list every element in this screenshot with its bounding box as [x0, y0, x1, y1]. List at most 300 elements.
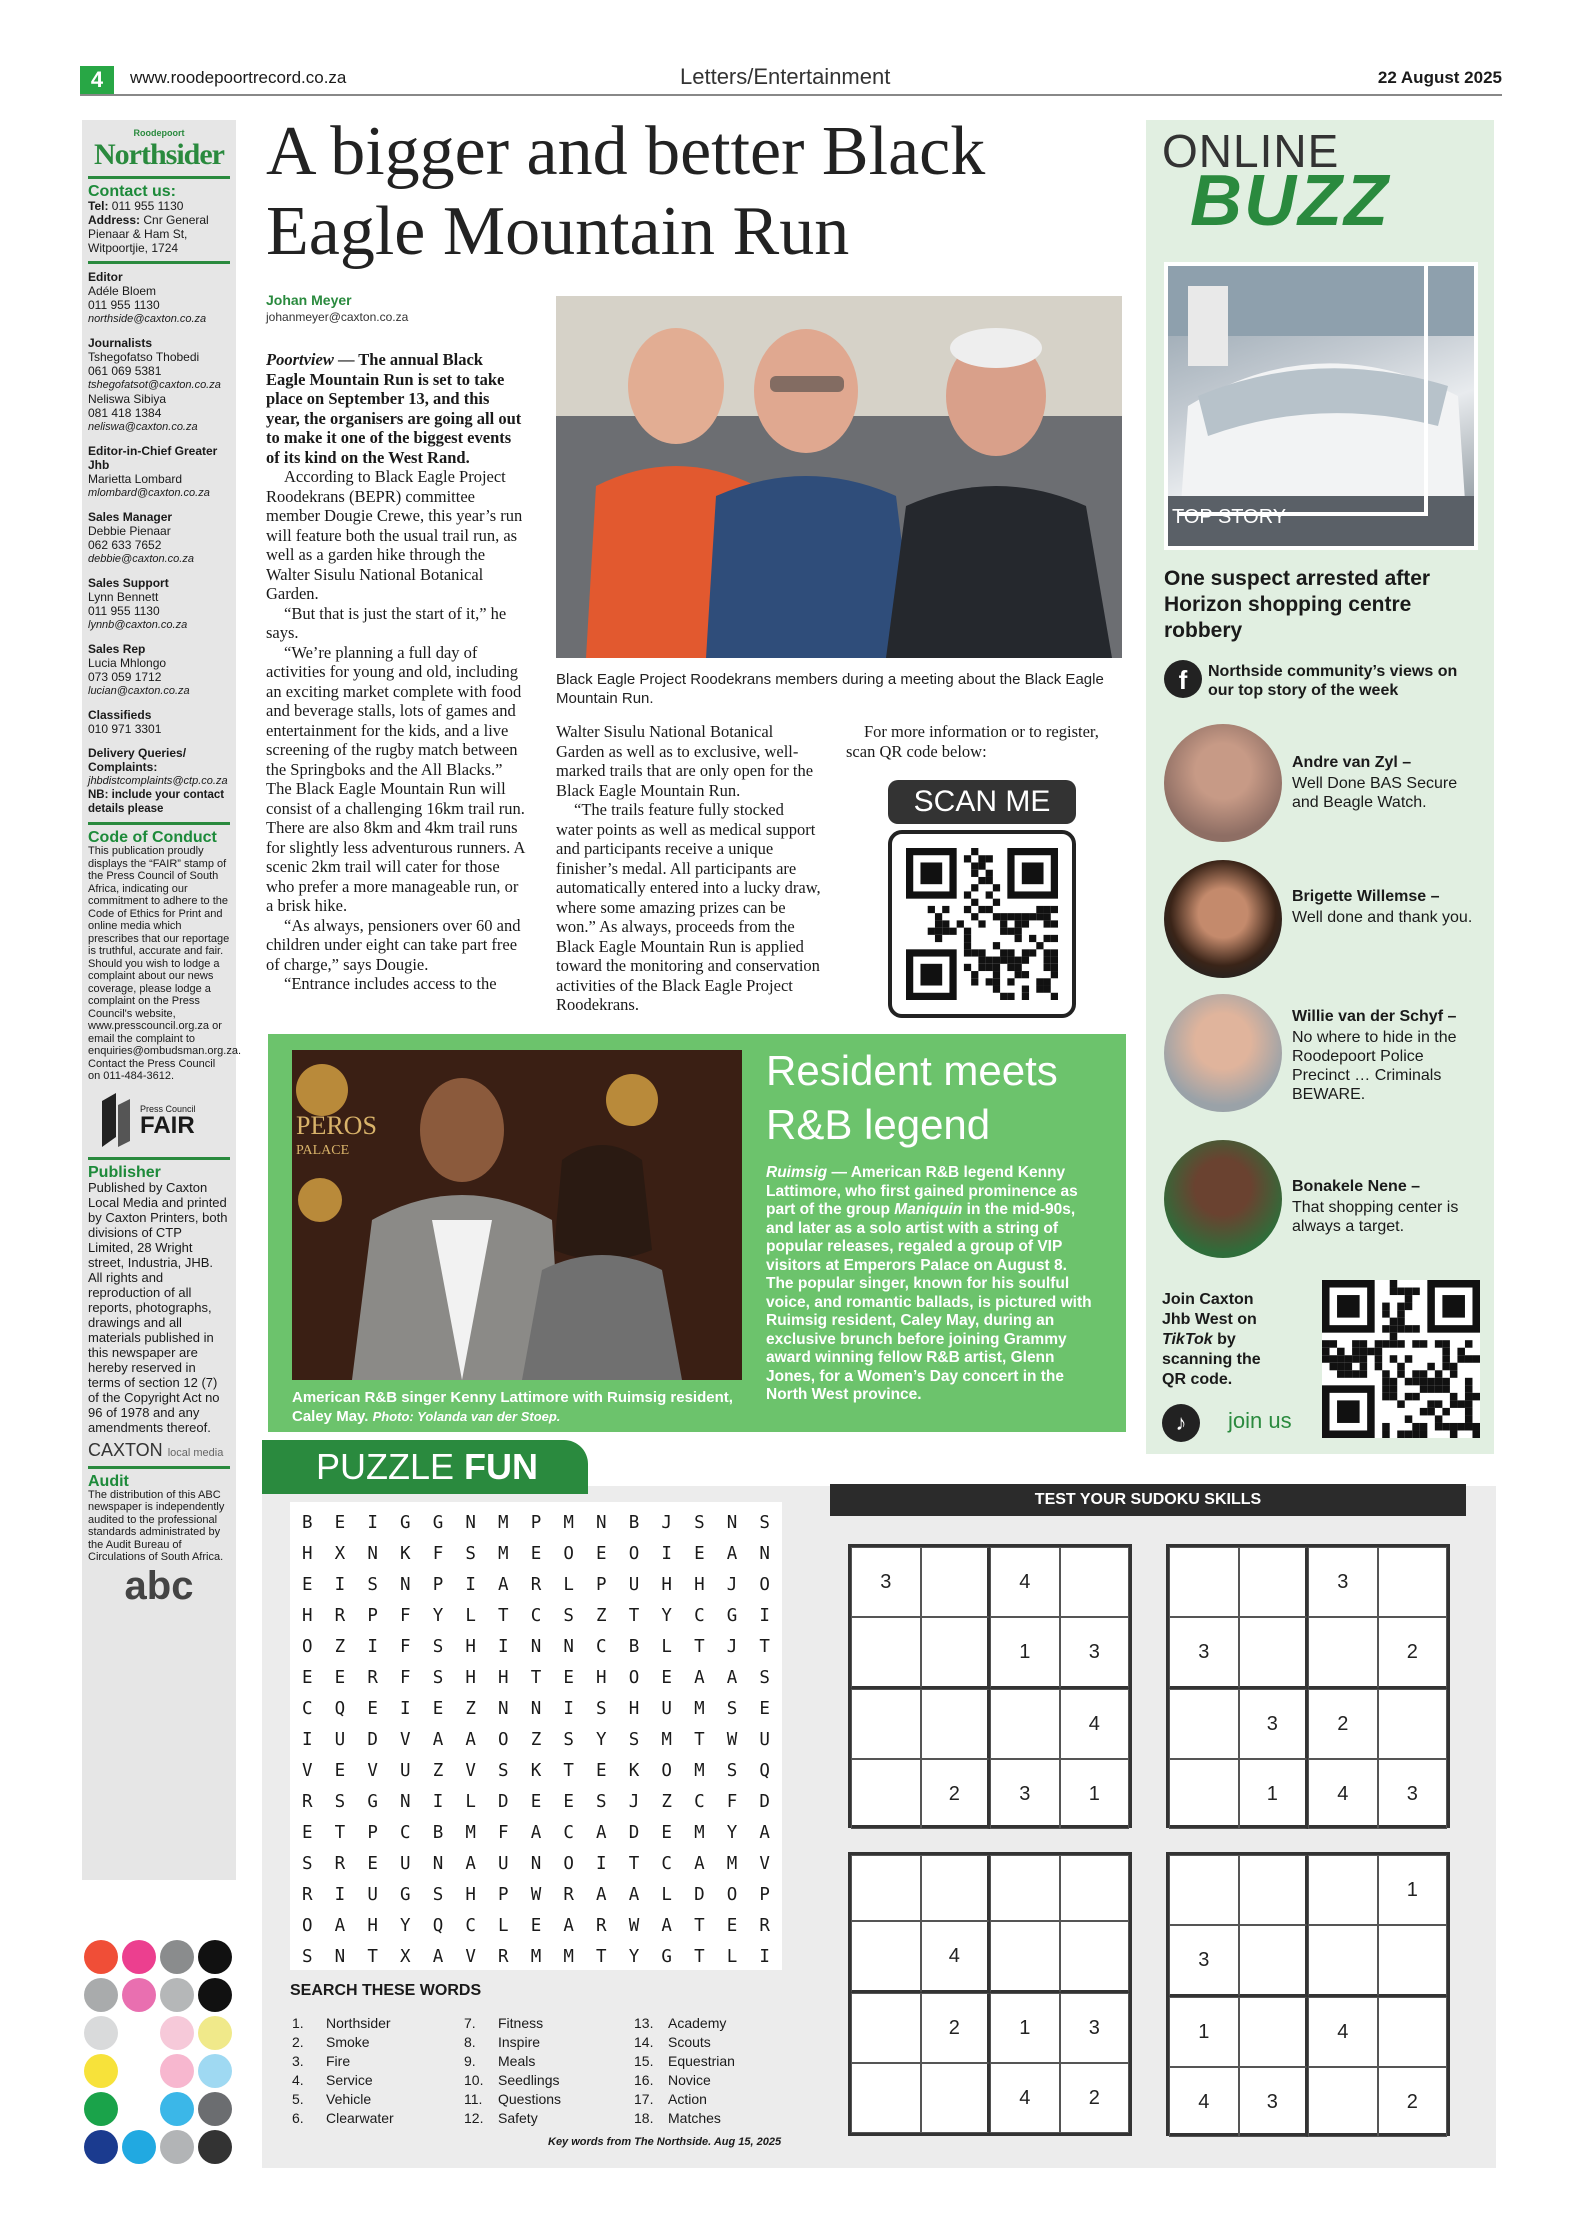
- word-search-letter[interactable]: B: [432, 1823, 444, 1843]
- word-search-letter[interactable]: G: [726, 1606, 738, 1626]
- word-search-letter[interactable]: P: [596, 1575, 607, 1595]
- sudoku-cell[interactable]: [921, 2063, 991, 2133]
- word-search-letter[interactable]: P: [367, 1823, 378, 1843]
- word-search-letter[interactable]: A: [432, 1947, 444, 1967]
- word-search-letter[interactable]: Y: [661, 1606, 672, 1626]
- word-search-letter[interactable]: S: [694, 1513, 705, 1533]
- word-search-letter[interactable]: L: [465, 1792, 476, 1812]
- word-search-letter[interactable]: U: [661, 1699, 672, 1719]
- word-search-letter[interactable]: X: [400, 1947, 411, 1967]
- word-search-letter[interactable]: A: [694, 1668, 705, 1688]
- sudoku-cell[interactable]: [1378, 1547, 1448, 1617]
- sudoku-cell[interactable]: 2: [1308, 1689, 1378, 1759]
- word-search-letter[interactable]: H: [465, 1885, 476, 1905]
- word-search-letter[interactable]: E: [367, 1699, 378, 1719]
- word-search-letter[interactable]: I: [465, 1575, 476, 1595]
- word-search-letter[interactable]: K: [530, 1761, 542, 1781]
- word-search-letter[interactable]: S: [432, 1885, 444, 1905]
- word-search-letter[interactable]: R: [367, 1668, 378, 1688]
- word-search-letter[interactable]: C: [400, 1823, 411, 1843]
- word-search-letter[interactable]: M: [726, 1854, 738, 1874]
- sudoku-cell[interactable]: 4: [921, 1921, 991, 1993]
- word-search-letter[interactable]: E: [563, 1792, 574, 1812]
- word-search-letter[interactable]: I: [563, 1699, 574, 1719]
- word-search-letter[interactable]: N: [759, 1544, 770, 1564]
- word-search-letter[interactable]: L: [498, 1916, 509, 1936]
- word-search-letter[interactable]: F: [432, 1544, 444, 1564]
- word-search-letter[interactable]: B: [302, 1513, 313, 1533]
- word-search-letter[interactable]: A: [726, 1544, 738, 1564]
- staff-email[interactable]: lynnb@caxton.co.za: [88, 619, 188, 631]
- word-search-letter[interactable]: S: [759, 1513, 770, 1533]
- word-search-letter[interactable]: F: [400, 1606, 411, 1626]
- sudoku-cell[interactable]: 1: [990, 1617, 1060, 1689]
- word-search-letter[interactable]: T: [563, 1761, 574, 1781]
- sudoku-cell[interactable]: [1378, 1997, 1448, 2067]
- sudoku-cell[interactable]: [1378, 1689, 1448, 1759]
- word-search-letter[interactable]: E: [759, 1699, 770, 1719]
- sudoku-cell[interactable]: 4: [1169, 2067, 1239, 2137]
- word-search-letter[interactable]: O: [726, 1885, 738, 1905]
- word-search-letter[interactable]: S: [726, 1761, 738, 1781]
- word-search-letter[interactable]: K: [628, 1761, 640, 1781]
- word-search-letter[interactable]: W: [628, 1916, 640, 1936]
- staff-email[interactable]: mlombard@caxton.co.za: [88, 487, 210, 499]
- word-search-letter[interactable]: M: [563, 1513, 574, 1533]
- word-search-letter[interactable]: S: [563, 1730, 574, 1750]
- word-search-letter[interactable]: X: [334, 1544, 346, 1564]
- word-search-letter[interactable]: I: [596, 1854, 607, 1874]
- word-search-letter[interactable]: E: [530, 1792, 542, 1812]
- word-search-letter[interactable]: L: [726, 1947, 738, 1967]
- word-search-letter[interactable]: O: [563, 1544, 574, 1564]
- word-search-letter[interactable]: G: [367, 1792, 378, 1812]
- sudoku-cell[interactable]: [921, 1689, 991, 1759]
- word-search-letter[interactable]: N: [334, 1947, 346, 1967]
- sudoku-cell[interactable]: 1: [1169, 1997, 1239, 2067]
- sudoku-cell[interactable]: [851, 1617, 921, 1689]
- word-search-letter[interactable]: S: [432, 1668, 444, 1688]
- word-search-letter[interactable]: A: [628, 1885, 640, 1905]
- sudoku-cell[interactable]: [1308, 1855, 1378, 1925]
- sudoku-grid[interactable]: [848, 1852, 1132, 2136]
- word-search-letter[interactable]: S: [596, 1699, 607, 1719]
- word-search-letter[interactable]: G: [400, 1885, 411, 1905]
- word-search-letter[interactable]: I: [498, 1637, 509, 1657]
- word-search-letter[interactable]: F: [498, 1823, 509, 1843]
- word-search-letter[interactable]: T: [367, 1947, 378, 1967]
- word-search-letter[interactable]: M: [694, 1699, 705, 1719]
- word-search-letter[interactable]: M: [694, 1761, 705, 1781]
- word-search-letter[interactable]: T: [628, 1606, 640, 1626]
- word-search-letter[interactable]: H: [302, 1544, 313, 1564]
- word-search-letter[interactable]: U: [400, 1854, 411, 1874]
- sudoku-cell[interactable]: [1060, 1921, 1130, 1993]
- sudoku-cell[interactable]: 1: [1060, 1759, 1130, 1829]
- word-search-letter[interactable]: Y: [726, 1823, 738, 1843]
- word-search-letter[interactable]: A: [563, 1916, 574, 1936]
- sudoku-cell[interactable]: [990, 1921, 1060, 1993]
- word-search-letter[interactable]: N: [530, 1637, 542, 1657]
- word-search-letter[interactable]: S: [628, 1730, 640, 1750]
- word-search-letter[interactable]: E: [661, 1823, 672, 1843]
- word-search-letter[interactable]: E: [334, 1668, 346, 1688]
- word-search-letter[interactable]: D: [628, 1823, 640, 1843]
- sudoku-cell[interactable]: 2: [1060, 2063, 1130, 2133]
- word-search-letter[interactable]: N: [498, 1699, 509, 1719]
- sudoku-cell[interactable]: 1: [1378, 1855, 1448, 1925]
- word-search-letter[interactable]: E: [661, 1668, 672, 1688]
- word-search-letter[interactable]: S: [726, 1699, 738, 1719]
- sudoku-cell[interactable]: [1239, 1855, 1309, 1925]
- word-search-letter[interactable]: S: [563, 1606, 574, 1626]
- sudoku-cell[interactable]: [1308, 2067, 1378, 2137]
- sudoku-cell[interactable]: [1239, 1547, 1309, 1617]
- word-search-letter[interactable]: Y: [432, 1606, 444, 1626]
- author-email[interactable]: johanmeyer@caxton.co.za: [266, 310, 409, 324]
- word-search-letter[interactable]: S: [334, 1792, 346, 1812]
- word-search-letter[interactable]: O: [498, 1730, 509, 1750]
- word-search-letter[interactable]: A: [498, 1575, 509, 1595]
- sudoku-cell[interactable]: [851, 1855, 921, 1921]
- word-search-letter[interactable]: E: [302, 1575, 313, 1595]
- word-search-letter[interactable]: S: [302, 1854, 313, 1874]
- word-search-letter[interactable]: J: [661, 1513, 672, 1533]
- word-search-letter[interactable]: R: [563, 1885, 574, 1905]
- sudoku-cell[interactable]: [1169, 1855, 1239, 1925]
- word-search-letter[interactable]: D: [498, 1792, 509, 1812]
- word-search-letter[interactable]: J: [628, 1792, 640, 1812]
- sudoku-cell[interactable]: 3: [1169, 1617, 1239, 1689]
- word-search-letter[interactable]: Y: [400, 1916, 411, 1936]
- word-search-letter[interactable]: N: [530, 1699, 542, 1719]
- word-search-letter[interactable]: T: [596, 1947, 607, 1967]
- word-search-letter[interactable]: A: [694, 1854, 705, 1874]
- sudoku-grid[interactable]: [1166, 1852, 1450, 2136]
- word-search-letter[interactable]: H: [628, 1699, 640, 1719]
- word-search-letter[interactable]: H: [465, 1668, 476, 1688]
- word-search-letter[interactable]: I: [661, 1544, 672, 1564]
- word-search-letter[interactable]: R: [334, 1854, 346, 1874]
- word-search-letter[interactable]: U: [400, 1761, 411, 1781]
- word-search-letter[interactable]: M: [694, 1823, 705, 1843]
- sudoku-cell[interactable]: [1308, 1925, 1378, 1997]
- word-search-letter[interactable]: L: [661, 1885, 672, 1905]
- word-search-letter[interactable]: U: [759, 1730, 770, 1750]
- staff-email[interactable]: neliswa@caxton.co.za: [88, 421, 198, 433]
- sudoku-cell[interactable]: [1378, 1925, 1448, 1997]
- word-search-letter[interactable]: P: [367, 1606, 378, 1626]
- word-search-letter[interactable]: E: [302, 1823, 313, 1843]
- word-search-letter[interactable]: Q: [432, 1916, 444, 1936]
- word-search-letter[interactable]: O: [302, 1916, 313, 1936]
- staff-email[interactable]: lucian@caxton.co.za: [88, 685, 190, 697]
- sudoku-cell[interactable]: 2: [1378, 2067, 1448, 2137]
- sudoku-cell[interactable]: [1169, 1547, 1239, 1617]
- word-search-letter[interactable]: M: [661, 1730, 672, 1750]
- word-search-letter[interactable]: A: [596, 1823, 607, 1843]
- word-search-letter[interactable]: C: [530, 1606, 542, 1626]
- word-search-letter[interactable]: H: [302, 1606, 313, 1626]
- word-search-letter[interactable]: O: [628, 1668, 640, 1688]
- sudoku-cell[interactable]: [851, 1921, 921, 1993]
- sudoku-cell[interactable]: [990, 1689, 1060, 1759]
- word-search-letter[interactable]: C: [563, 1823, 574, 1843]
- word-search-letter[interactable]: R: [759, 1916, 770, 1936]
- word-search-letter[interactable]: H: [661, 1575, 672, 1595]
- word-search-letter[interactable]: N: [432, 1854, 444, 1874]
- word-search-letter[interactable]: N: [596, 1513, 607, 1533]
- word-search-letter[interactable]: Y: [596, 1730, 607, 1750]
- sudoku-cell[interactable]: 4: [990, 1547, 1060, 1617]
- word-search-letter[interactable]: A: [465, 1854, 476, 1874]
- sudoku-cell[interactable]: 3: [1239, 1689, 1309, 1759]
- word-search-letter[interactable]: N: [367, 1544, 378, 1564]
- word-search-letter[interactable]: S: [465, 1544, 476, 1564]
- word-search-letter[interactable]: Z: [465, 1699, 476, 1719]
- word-search-letter[interactable]: T: [694, 1637, 705, 1657]
- word-search-letter[interactable]: N: [726, 1513, 738, 1533]
- staff-email[interactable]: tshegofatsot@caxton.co.za: [88, 379, 221, 391]
- join-us-link[interactable]: join us: [1228, 1408, 1292, 1433]
- delivery-email[interactable]: jhbdistcomplaints@ctp.co.za: [88, 775, 228, 787]
- word-search-letter[interactable]: Z: [661, 1792, 672, 1812]
- word-search-letter[interactable]: H: [694, 1575, 705, 1595]
- word-search-grid[interactable]: [290, 1502, 782, 1970]
- word-search-letter[interactable]: R: [498, 1947, 509, 1967]
- word-search-letter[interactable]: E: [334, 1761, 346, 1781]
- word-search-letter[interactable]: I: [759, 1947, 770, 1967]
- word-search-letter[interactable]: R: [530, 1575, 542, 1595]
- word-search-letter[interactable]: M: [465, 1823, 476, 1843]
- word-search-letter[interactable]: C: [302, 1699, 313, 1719]
- word-search-letter[interactable]: I: [334, 1575, 346, 1595]
- word-search-letter[interactable]: Q: [759, 1761, 770, 1781]
- word-search-letter[interactable]: V: [400, 1730, 411, 1750]
- word-search-letter[interactable]: E: [530, 1916, 542, 1936]
- word-search-letter[interactable]: A: [596, 1885, 607, 1905]
- word-search-letter[interactable]: D: [367, 1730, 378, 1750]
- word-search-letter[interactable]: E: [596, 1544, 607, 1564]
- word-search-letter[interactable]: I: [432, 1792, 444, 1812]
- word-search-letter[interactable]: Y: [628, 1947, 640, 1967]
- word-search-letter[interactable]: F: [726, 1792, 738, 1812]
- word-search-letter[interactable]: G: [661, 1947, 672, 1967]
- word-search-letter[interactable]: C: [596, 1637, 607, 1657]
- facebook-icon[interactable]: f: [1164, 660, 1202, 698]
- word-search-letter[interactable]: P: [759, 1885, 770, 1905]
- sudoku-cell[interactable]: [851, 1689, 921, 1759]
- site-url[interactable]: www.roodepoortrecord.co.za: [130, 68, 347, 87]
- word-search-letter[interactable]: P: [432, 1575, 444, 1595]
- word-search-letter[interactable]: H: [498, 1668, 509, 1688]
- word-search-letter[interactable]: M: [498, 1544, 509, 1564]
- word-search-letter[interactable]: L: [465, 1606, 476, 1626]
- word-search-letter[interactable]: J: [726, 1637, 738, 1657]
- sudoku-cell[interactable]: [990, 1855, 1060, 1921]
- sudoku-cell[interactable]: 4: [1308, 1759, 1378, 1829]
- word-search-letter[interactable]: E: [726, 1916, 738, 1936]
- word-search-letter[interactable]: M: [530, 1947, 542, 1967]
- word-search-letter[interactable]: E: [596, 1761, 607, 1781]
- word-search-letter[interactable]: J: [726, 1575, 738, 1595]
- word-search-letter[interactable]: T: [498, 1606, 509, 1626]
- word-search-letter[interactable]: A: [726, 1668, 738, 1688]
- sudoku-cell[interactable]: [1169, 1759, 1239, 1829]
- word-search-letter[interactable]: V: [759, 1854, 770, 1874]
- word-search-letter[interactable]: H: [596, 1668, 607, 1688]
- word-search-letter[interactable]: N: [400, 1575, 411, 1595]
- word-search-letter[interactable]: E: [563, 1668, 574, 1688]
- word-search-letter[interactable]: I: [400, 1699, 411, 1719]
- sudoku-cell[interactable]: 3: [990, 1759, 1060, 1829]
- word-search-letter[interactable]: N: [530, 1854, 542, 1874]
- sudoku-cell[interactable]: 4: [1060, 1689, 1130, 1759]
- word-search-letter[interactable]: R: [302, 1792, 313, 1812]
- registration-qr-code[interactable]: [888, 830, 1076, 1018]
- word-search-letter[interactable]: N: [563, 1637, 574, 1657]
- sudoku-cell[interactable]: [1060, 1855, 1130, 1921]
- word-search-letter[interactable]: A: [530, 1823, 542, 1843]
- word-search-letter[interactable]: T: [628, 1854, 640, 1874]
- word-search-letter[interactable]: K: [400, 1544, 411, 1564]
- word-search-letter[interactable]: Z: [596, 1606, 607, 1626]
- word-search-letter[interactable]: T: [759, 1637, 770, 1657]
- tiktok-icon[interactable]: ♪: [1162, 1404, 1200, 1442]
- sudoku-cell[interactable]: 3: [851, 1547, 921, 1617]
- word-search-letter[interactable]: U: [498, 1854, 509, 1874]
- word-search-letter[interactable]: O: [759, 1575, 770, 1595]
- word-search-letter[interactable]: I: [367, 1513, 378, 1533]
- sudoku-cell[interactable]: [851, 1993, 921, 2063]
- word-search-letter[interactable]: A: [661, 1916, 672, 1936]
- word-search-letter[interactable]: V: [465, 1761, 476, 1781]
- word-search-letter[interactable]: V: [302, 1761, 313, 1781]
- word-search-letter[interactable]: T: [694, 1730, 705, 1750]
- word-search-letter[interactable]: A: [334, 1916, 346, 1936]
- word-search-letter[interactable]: S: [367, 1575, 378, 1595]
- word-search-letter[interactable]: U: [628, 1575, 640, 1595]
- sudoku-grid[interactable]: [848, 1544, 1132, 1828]
- sudoku-cell[interactable]: 1: [1239, 1759, 1309, 1829]
- word-search-letter[interactable]: L: [661, 1637, 672, 1657]
- word-search-letter[interactable]: A: [432, 1730, 444, 1750]
- sudoku-cell[interactable]: [851, 1759, 921, 1829]
- sudoku-grid[interactable]: [1166, 1544, 1450, 1828]
- word-search-letter[interactable]: C: [694, 1792, 705, 1812]
- sudoku-cell[interactable]: [1239, 1997, 1309, 2067]
- word-search-letter[interactable]: T: [694, 1947, 705, 1967]
- word-search-letter[interactable]: H: [367, 1916, 378, 1936]
- word-search-letter[interactable]: T: [334, 1823, 346, 1843]
- word-search-letter[interactable]: M: [563, 1947, 574, 1967]
- word-search-letter[interactable]: E: [367, 1854, 378, 1874]
- word-search-letter[interactable]: E: [694, 1544, 705, 1564]
- word-search-letter[interactable]: H: [465, 1637, 476, 1657]
- sudoku-cell[interactable]: 3: [1378, 1759, 1448, 1829]
- sudoku-cell[interactable]: [851, 2063, 921, 2133]
- word-search-letter[interactable]: L: [563, 1575, 574, 1595]
- word-search-letter[interactable]: U: [367, 1885, 378, 1905]
- word-search-letter[interactable]: Z: [334, 1637, 346, 1657]
- sudoku-cell[interactable]: 3: [1060, 1617, 1130, 1689]
- word-search-letter[interactable]: V: [367, 1761, 378, 1781]
- sudoku-cell[interactable]: 1: [990, 1993, 1060, 2063]
- sudoku-cell[interactable]: 3: [1060, 1993, 1130, 2063]
- word-search-letter[interactable]: Q: [334, 1699, 346, 1719]
- word-search-letter[interactable]: G: [432, 1513, 444, 1533]
- word-search-letter[interactable]: O: [302, 1637, 313, 1657]
- word-search-letter[interactable]: C: [694, 1606, 705, 1626]
- sudoku-cell[interactable]: 4: [1308, 1997, 1378, 2067]
- word-search-letter[interactable]: G: [400, 1513, 411, 1533]
- top-story-title[interactable]: One suspect arrested after Horizon shopping centre robbery: [1164, 567, 1431, 642]
- sudoku-cell[interactable]: 2: [921, 1759, 991, 1829]
- sudoku-cell[interactable]: [921, 1617, 991, 1689]
- word-search-letter[interactable]: E: [334, 1513, 346, 1533]
- word-search-letter[interactable]: Z: [530, 1730, 542, 1750]
- word-search-letter[interactable]: M: [498, 1513, 509, 1533]
- word-search-letter[interactable]: E: [302, 1668, 313, 1688]
- sudoku-cell[interactable]: [1239, 1925, 1309, 1997]
- word-search-letter[interactable]: B: [628, 1513, 640, 1533]
- word-search-letter[interactable]: A: [465, 1730, 476, 1750]
- word-search-letter[interactable]: E: [432, 1699, 444, 1719]
- word-search-letter[interactable]: I: [759, 1606, 770, 1626]
- word-search-letter[interactable]: F: [400, 1668, 411, 1688]
- staff-email[interactable]: debbie@caxton.co.za: [88, 553, 194, 565]
- word-search-letter[interactable]: F: [400, 1637, 411, 1657]
- sudoku-cell[interactable]: [1169, 1689, 1239, 1759]
- word-search-letter[interactable]: C: [465, 1916, 476, 1936]
- sudoku-cell[interactable]: [921, 1547, 991, 1617]
- sudoku-cell[interactable]: 2: [921, 1993, 991, 2063]
- word-search-letter[interactable]: R: [596, 1916, 607, 1936]
- sudoku-cell[interactable]: [921, 1855, 991, 1921]
- word-search-letter[interactable]: U: [334, 1730, 346, 1750]
- word-search-letter[interactable]: S: [432, 1637, 444, 1657]
- sudoku-cell[interactable]: 2: [1378, 1617, 1448, 1689]
- word-search-letter[interactable]: S: [759, 1668, 770, 1688]
- word-search-letter[interactable]: N: [400, 1792, 411, 1812]
- word-search-letter[interactable]: O: [563, 1854, 574, 1874]
- word-search-letter[interactable]: W: [726, 1730, 738, 1750]
- word-search-letter[interactable]: A: [759, 1823, 770, 1843]
- word-search-letter[interactable]: I: [302, 1730, 313, 1750]
- word-search-letter[interactable]: D: [759, 1792, 770, 1812]
- sudoku-cell[interactable]: 4: [990, 2063, 1060, 2133]
- word-search-letter[interactable]: S: [596, 1792, 607, 1812]
- sudoku-cell[interactable]: 3: [1239, 2067, 1309, 2137]
- word-search-letter[interactable]: N: [465, 1513, 476, 1533]
- word-search-letter[interactable]: D: [694, 1885, 705, 1905]
- word-search-letter[interactable]: R: [302, 1885, 313, 1905]
- word-search-letter[interactable]: I: [367, 1637, 378, 1657]
- word-search-letter[interactable]: R: [334, 1606, 346, 1626]
- word-search-letter[interactable]: S: [498, 1761, 509, 1781]
- word-search-letter[interactable]: O: [661, 1761, 672, 1781]
- sudoku-cell[interactable]: 3: [1169, 1925, 1239, 1997]
- tiktok-qr-code[interactable]: [1322, 1280, 1480, 1438]
- sudoku-cell[interactable]: 3: [1308, 1547, 1378, 1617]
- word-search-letter[interactable]: C: [661, 1854, 672, 1874]
- word-search-letter[interactable]: S: [302, 1947, 313, 1967]
- word-search-letter[interactable]: W: [530, 1885, 542, 1905]
- sudoku-cell[interactable]: [1308, 1617, 1378, 1689]
- word-search-letter[interactable]: B: [628, 1637, 640, 1657]
- word-search-letter[interactable]: Z: [432, 1761, 444, 1781]
- sudoku-cell[interactable]: [1060, 1547, 1130, 1617]
